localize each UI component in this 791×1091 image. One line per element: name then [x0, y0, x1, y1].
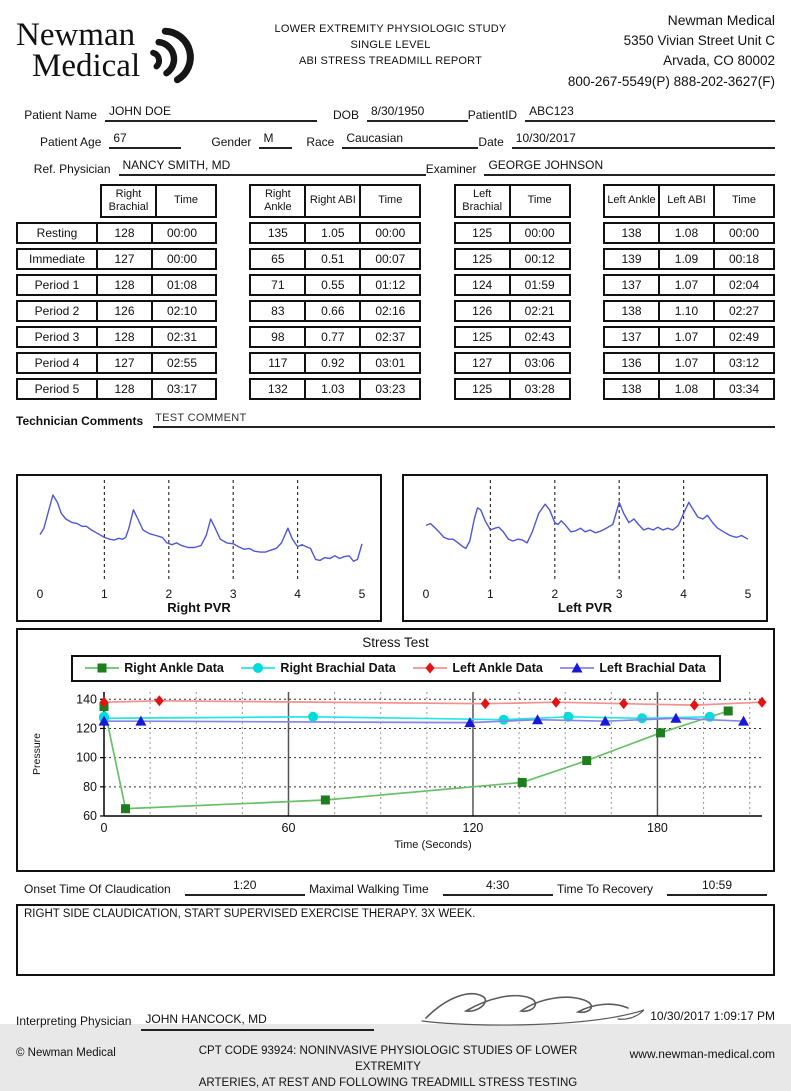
square-marker [582, 756, 591, 765]
table-row [454, 248, 571, 270]
stress-test-title: Stress Test [362, 634, 429, 650]
patient-name-value: JOHN DOE [105, 104, 317, 122]
table-cell: 00:00 [166, 251, 198, 266]
measurement-table-left-ankle [603, 184, 775, 404]
triangle-legend-marker-icon [560, 661, 594, 675]
table-row [454, 352, 571, 374]
row-label: Immediate [18, 250, 98, 268]
table-cell: 0.92 [306, 354, 361, 372]
table-cell: 124 [456, 276, 511, 294]
physician-signature [418, 986, 650, 1031]
report-header [16, 10, 775, 92]
signature-icon [418, 986, 650, 1028]
table-row [16, 274, 217, 296]
table-cell: 132 [251, 380, 306, 398]
table-cell: 126 [98, 302, 153, 320]
row-label: Period 3 [18, 328, 98, 346]
interpreting-physician-row [16, 986, 775, 1031]
stress-test-legend [71, 655, 721, 682]
table-row [16, 352, 217, 374]
table-row [603, 248, 775, 270]
right-pvr-title: Right PVR [167, 599, 231, 615]
max-walk-label: Maximal Walking Time [309, 881, 429, 896]
right-ankle-header [249, 184, 421, 218]
right-pvr-chart [16, 474, 382, 622]
table-cell: 02:43 [524, 329, 555, 344]
technician-comments-value: TEST COMMENT [153, 412, 775, 428]
table-cell: 0.51 [306, 250, 361, 268]
patient-id-value: ABC123 [525, 104, 775, 122]
diamond-marker [426, 663, 435, 674]
table-row [454, 378, 571, 400]
table-cell: 02:55 [166, 355, 198, 370]
table-cell: 02:49 [728, 329, 759, 344]
table-cell: 00:07 [375, 251, 406, 266]
table-row [249, 326, 421, 348]
x-axis-label: Time (Seconds) [394, 838, 472, 851]
left-pvr-waveform [426, 502, 748, 548]
legend-item [560, 661, 705, 675]
table-row [603, 352, 775, 374]
report-footer [16, 1043, 775, 1091]
pvr-x-tick: 4 [294, 586, 301, 601]
table-cell: 83 [251, 302, 306, 320]
diamond-legend-marker-icon [413, 661, 447, 675]
stress-test-plot [18, 682, 773, 854]
max-walk-value: 4:30 [443, 878, 553, 896]
table-cell: 0.66 [306, 302, 361, 320]
column-header: Time [378, 194, 403, 207]
table-row [249, 378, 421, 400]
column-header: Right Ankle [251, 186, 306, 216]
recovery-label: Time To Recovery [556, 881, 653, 896]
table-cell: 1.07 [660, 354, 715, 372]
interpreting-physician-value: JOHN HANCOCK, MD [141, 1012, 374, 1031]
table-cell: 127 [98, 250, 153, 268]
pvr-x-tick: 2 [551, 586, 559, 601]
pvr-x-tick: 4 [680, 586, 687, 601]
table-row [454, 326, 571, 348]
row-label: Period 1 [18, 276, 98, 294]
diamond-marker [155, 695, 164, 706]
column-header: Right ABI [306, 186, 361, 216]
table-row [603, 300, 775, 322]
table-cell: 137 [605, 276, 660, 294]
ref-physician-value: NANCY SMITH, MD [119, 158, 426, 176]
diamond-marker [481, 698, 490, 709]
left-brachial-header [454, 184, 571, 218]
measurement-table-right-ankle [249, 184, 421, 404]
table-cell: 125 [456, 380, 511, 398]
table-cell: 1.10 [660, 302, 715, 320]
table-cell: 03:28 [524, 381, 555, 396]
website-link: www.newman-medical.com [629, 1046, 775, 1061]
column-header: Time [731, 194, 756, 207]
y-tick-label: 80 [83, 779, 97, 794]
dob-label: DOB [332, 107, 359, 122]
table-row [603, 378, 775, 400]
y-axis-label: Pressure [31, 732, 43, 775]
table-cell: 117 [251, 354, 306, 372]
patient-row-2 [16, 131, 775, 149]
table-cell: 128 [98, 380, 153, 398]
table-row [249, 352, 421, 374]
table-cell: 128 [98, 224, 153, 242]
patient-row-1 [16, 104, 775, 122]
logo-word-newman: Newman [16, 17, 136, 53]
table-row [454, 274, 571, 296]
column-header: Time [527, 194, 552, 207]
legend-item [413, 661, 543, 675]
table-row [249, 222, 421, 244]
table-cell: 138 [605, 380, 660, 398]
table-cell: 00:00 [524, 225, 555, 240]
stress-test-chart [16, 628, 775, 872]
date-label: Date [478, 134, 504, 149]
table-cell: 00:00 [166, 225, 198, 240]
onset-time-value: 1:20 [185, 878, 305, 896]
table-cell: 65 [251, 250, 306, 268]
pvr-x-tick: 0 [36, 586, 44, 601]
claudication-results [16, 878, 775, 896]
recovery-value: 10:59 [667, 878, 767, 896]
row-label: Period 4 [18, 354, 98, 372]
clinic-name: Newman Medical [667, 12, 775, 28]
table-cell: 139 [605, 250, 660, 268]
signature-datetime: 10/30/2017 1:09:17 PM [650, 1008, 775, 1023]
table-cell: 128 [98, 276, 153, 294]
y-tick-label: 140 [76, 692, 97, 707]
row-label: Period 5 [18, 380, 98, 398]
table-row [603, 222, 775, 244]
patient-age-label: Patient Age [39, 134, 102, 149]
patient-info [16, 104, 775, 176]
square-marker [98, 664, 107, 673]
series-line [104, 701, 762, 705]
gender-value: M [259, 131, 292, 149]
row-label: Period 2 [18, 302, 98, 320]
copyright-text: © Newman Medical [16, 1046, 116, 1059]
technician-comments-row [16, 412, 775, 428]
table-cell: 0.77 [306, 328, 361, 346]
right-brachial-header [100, 184, 217, 218]
diamond-marker [551, 696, 560, 707]
table-cell: 00:18 [728, 251, 759, 266]
table-row [454, 300, 571, 322]
pvr-x-tick: 0 [422, 586, 430, 601]
pvr-x-tick: 5 [744, 586, 752, 601]
interpretation-comment-text: RIGHT SIDE CLAUDICATION, START SUPERVISED EXERCISE THERAPY. 3X WEEK. [24, 907, 476, 920]
clinic-address1: 5350 Vivian Street Unit C [623, 33, 775, 48]
table-cell: 136 [605, 354, 660, 372]
table-cell: 00:00 [728, 225, 759, 240]
examiner-label: Examiner [425, 161, 477, 176]
table-row [16, 300, 217, 322]
table-cell: 03:01 [375, 355, 406, 370]
square-marker [321, 795, 330, 804]
table-row [16, 326, 217, 348]
pvr-x-tick: 3 [615, 586, 623, 601]
x-tick-label: 120 [462, 820, 484, 835]
x-tick-label: 0 [100, 820, 108, 835]
table-cell: 03:23 [375, 381, 406, 396]
report-title-line2: SINGLE LEVEL [350, 38, 431, 51]
table-cell: 01:12 [375, 277, 406, 292]
patient-age-value: 67 [109, 131, 181, 149]
column-header: Left Ankle [605, 186, 660, 216]
recovery-pair [557, 878, 767, 896]
column-header: Time [173, 194, 199, 207]
diamond-marker [619, 698, 628, 709]
circle-marker [308, 712, 318, 722]
table-cell: 01:59 [524, 277, 555, 292]
left-ankle-header [603, 184, 775, 218]
patient-id-label: PatientID [467, 107, 518, 122]
table-cell: 126 [456, 302, 511, 320]
clinic-phone: 800-267-5549(P) 888-202-3627(F) [567, 73, 775, 89]
table-cell: 125 [456, 250, 511, 268]
square-legend-marker-icon [85, 661, 119, 675]
table-cell: 03:17 [166, 381, 198, 396]
table-cell: 1.09 [660, 250, 715, 268]
legend-label: Left Ankle Data [452, 661, 543, 676]
circle-marker [499, 714, 509, 724]
table-cell: 125 [456, 224, 511, 242]
diamond-marker [758, 696, 767, 707]
table-row [603, 274, 775, 296]
table-cell: 03:34 [728, 381, 759, 396]
left-pvr-chart [402, 474, 768, 622]
legend-label: Left Brachial Data [599, 661, 706, 676]
table-row [603, 326, 775, 348]
table-cell: 71 [251, 276, 306, 294]
y-tick-label: 60 [83, 808, 97, 823]
legend-label: Right Brachial Data [280, 661, 396, 676]
left-pvr-title: Left PVR [557, 599, 613, 615]
cpt-line-1: CPT CODE 93924: NONINVASIVE PHYSIOLOGIC STUDIES OF LOWER EXTREMITY [198, 1044, 578, 1073]
measurement-table-left-brachial [454, 184, 571, 404]
examiner-value: GEORGE JOHNSON [484, 158, 775, 176]
table-cell: 02:04 [728, 277, 759, 292]
pvr-charts-row [16, 474, 775, 622]
table-cell: 135 [251, 224, 306, 242]
report-title [234, 10, 547, 70]
table-cell: 128 [98, 328, 153, 346]
race-value: Caucasian [342, 131, 478, 149]
square-marker [518, 778, 527, 787]
clinic-info [547, 10, 775, 92]
table-cell: 1.08 [660, 224, 715, 242]
right-pvr-waveform [40, 495, 362, 561]
table-cell: 00:12 [524, 251, 555, 266]
race-label: Race [306, 134, 335, 149]
y-tick-label: 120 [76, 721, 97, 736]
table-row [249, 274, 421, 296]
square-marker [724, 706, 733, 715]
measurement-tables [16, 184, 775, 404]
table-cell: 02:16 [375, 303, 406, 318]
table-cell: 1.07 [660, 328, 715, 346]
table-cell: 02:10 [166, 303, 198, 318]
onset-time-pair [24, 878, 305, 896]
table-cell: 0.55 [306, 276, 361, 294]
pvr-x-tick: 1 [101, 586, 108, 601]
diamond-marker [690, 699, 699, 710]
table-cell: 125 [456, 328, 511, 346]
technician-comments-label: Technician Comments [16, 413, 144, 428]
column-header: Left Brachial [456, 186, 511, 216]
table-cell: 138 [605, 302, 660, 320]
report-title-line1: LOWER EXTREMITY PHYSIOLOGIC STUDY [274, 23, 507, 35]
table-cell: 03:06 [524, 355, 555, 370]
square-marker [656, 728, 665, 737]
pvr-x-tick: 1 [487, 586, 494, 601]
x-tick-label: 60 [281, 820, 296, 835]
legend-item [241, 661, 395, 675]
legend-item [85, 661, 224, 675]
column-header: Left ABI [660, 186, 715, 216]
table-cell: 98 [251, 328, 306, 346]
left-pvr-plot [404, 476, 766, 620]
dob-value: 8/30/1950 [367, 104, 468, 122]
table-row [454, 222, 571, 244]
table-cell: 02:37 [375, 329, 406, 344]
report-title-line3: ABI STRESS TREADMILL REPORT [298, 54, 483, 67]
table-cell: 137 [605, 328, 660, 346]
x-tick-label: 180 [647, 820, 668, 835]
interpretation-comments-box [16, 904, 775, 976]
legend-label: Right Ankle Data [124, 661, 224, 676]
table-row [16, 248, 217, 270]
series-line [104, 717, 710, 720]
pvr-x-tick: 5 [358, 586, 366, 601]
table-cell: 1.05 [306, 224, 361, 242]
clinic-address2: Arvada, CO 80002 [663, 53, 775, 69]
table-cell: 02:21 [524, 303, 555, 318]
table-cell: 02:31 [166, 329, 198, 344]
pvr-x-tick: 2 [165, 586, 173, 601]
row-label: Resting [18, 224, 98, 242]
circle-legend-marker-icon [241, 661, 275, 675]
table-cell: 1.08 [660, 380, 715, 398]
onset-time-label: Onset Time Of Claudication [24, 881, 171, 896]
gender-label: Gender [211, 134, 252, 149]
table-row [249, 300, 421, 322]
interpreting-physician-label: Interpreting Physician [16, 1013, 132, 1028]
cpt-code-text [166, 1043, 610, 1091]
table-row [16, 378, 217, 400]
table-cell: 01:08 [166, 277, 198, 292]
column-header: Right Brachial [102, 186, 157, 216]
right-pvr-plot [18, 476, 380, 620]
table-cell: 03:12 [728, 355, 759, 370]
table-cell: 00:00 [375, 225, 406, 240]
pvr-x-tick: 3 [229, 586, 237, 601]
table-cell: 1.07 [660, 276, 715, 294]
table-row [249, 248, 421, 270]
table-cell: 127 [456, 354, 511, 372]
date-value: 10/30/2017 [512, 131, 775, 149]
max-walk-pair [309, 878, 553, 896]
circle-marker [253, 663, 263, 673]
square-marker [121, 804, 130, 813]
table-row [16, 222, 217, 244]
table-cell: 1.03 [306, 380, 361, 398]
circle-marker [637, 713, 647, 723]
y-tick-label: 100 [76, 750, 97, 765]
table-cell: 138 [605, 224, 660, 242]
logo-word-medical: Medical [32, 48, 141, 85]
patient-name-label: Patient Name [24, 107, 97, 122]
measurement-table-right-brachial [16, 184, 217, 404]
sound-wave-icon [144, 26, 186, 84]
ref-physician-label: Ref. Physician [33, 161, 111, 176]
patient-row-3 [16, 158, 775, 176]
table-cell: 02:27 [728, 303, 759, 318]
cpt-line-2: ARTERIES, AT REST AND FOLLOWING TREADMILL STRESS TESTING [198, 1076, 578, 1089]
table-cell: 127 [98, 354, 153, 372]
newman-medical-logo [16, 17, 234, 85]
